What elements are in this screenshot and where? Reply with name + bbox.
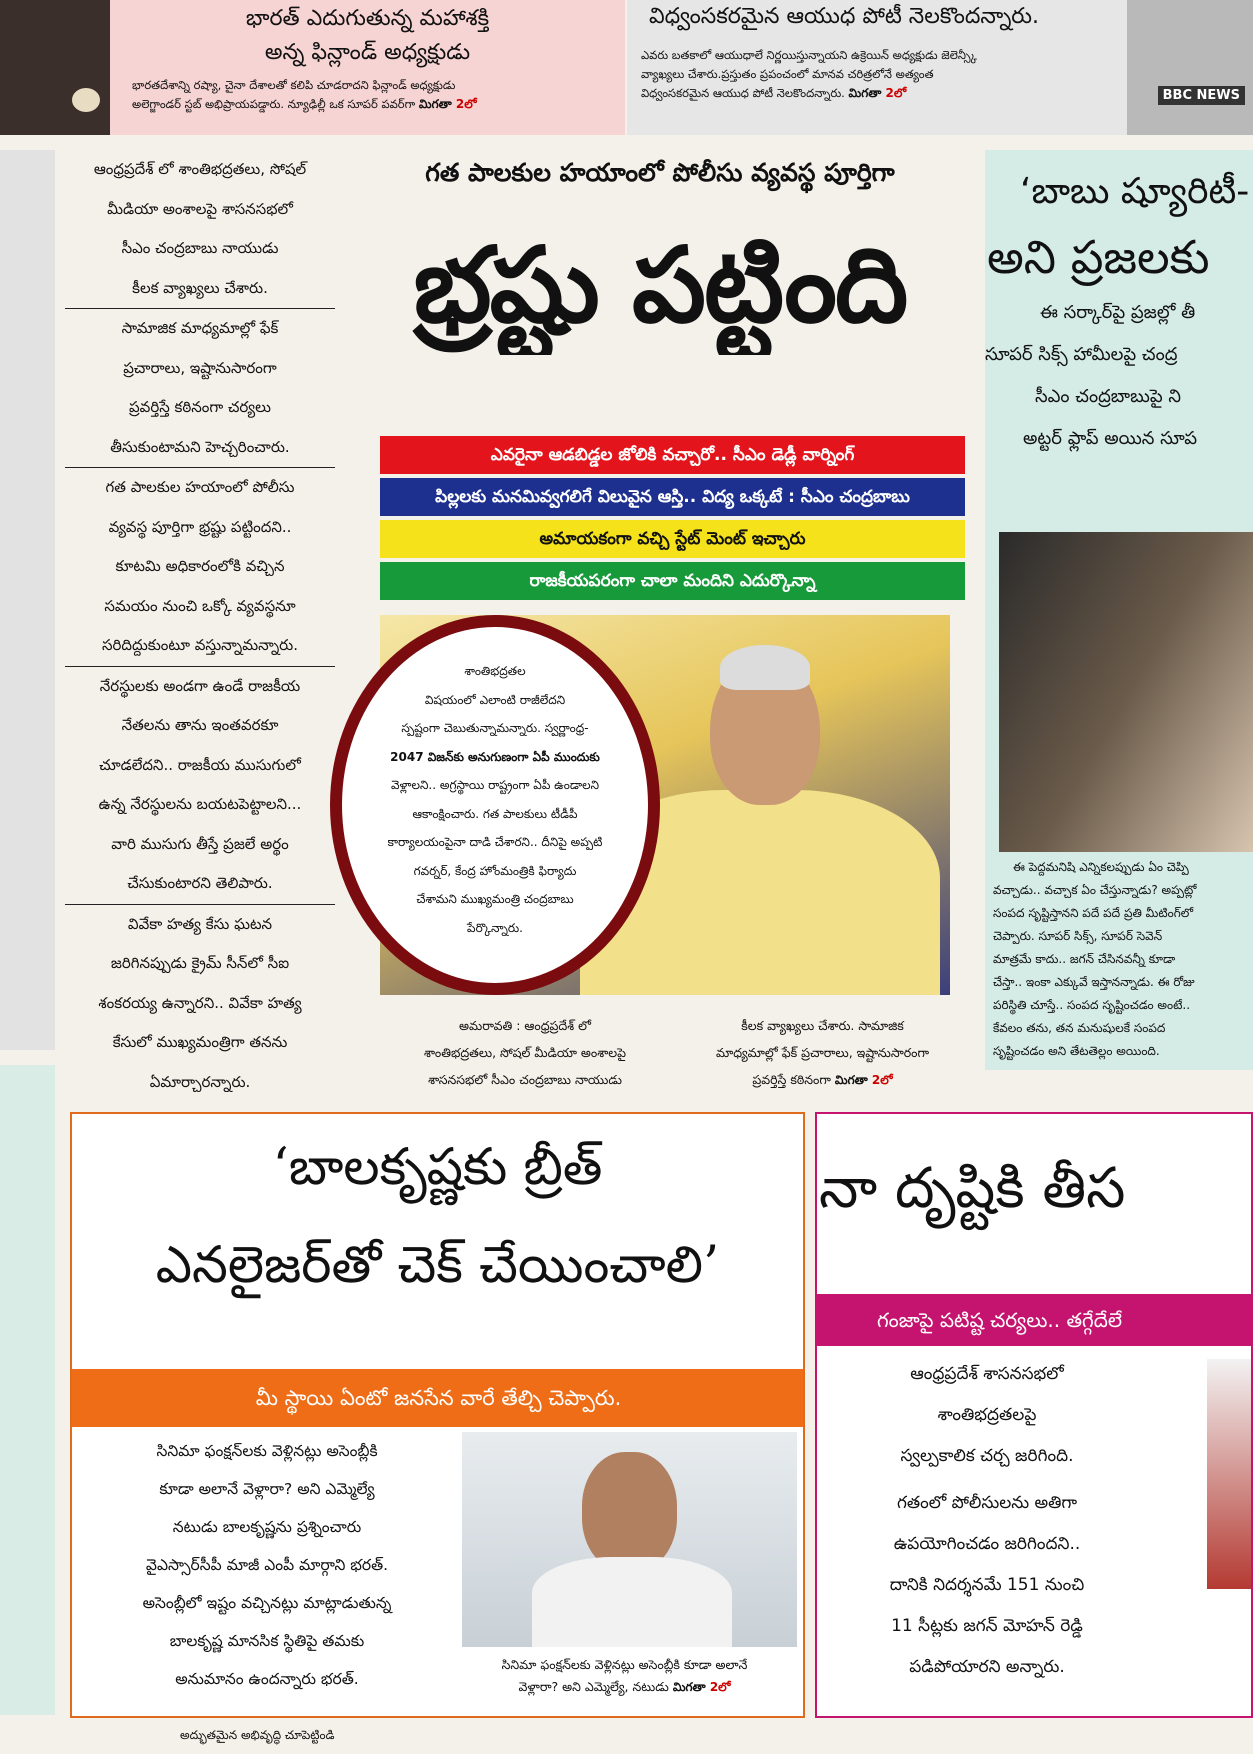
left-edge-story-2 — [0, 1065, 55, 1715]
quote-line: 2047 విజన్‌కు అనుగుణంగా ఏపీ ముందుకు — [390, 749, 600, 764]
balakrishna-headline-2: ఎనలైజర్‌తో చెక్ చేయించాలి’ — [155, 1236, 720, 1295]
quote-line: శాంతిభద్రతల — [464, 664, 526, 678]
top-left-photo — [0, 0, 110, 135]
balakrishna-line: బాలకృష్ణ మానసిక స్థితిపై తమకు — [169, 1632, 365, 1650]
left-column-line: సీఎం చంద్రబాబు నాయుడు — [121, 239, 279, 257]
bottom-strip — [0, 1725, 1253, 1754]
drishti-line: గతంలో పోలీసులను అతిగా — [896, 1493, 1078, 1513]
drishti-headline: నా దృష్టికి తీస — [819, 1156, 1126, 1221]
story-finland-headline-2: అన్న ఫిన్లాండ్ అధ్యక్షుడు — [264, 40, 471, 65]
left-column-line: వివేకా హత్య కేసు ఘటన — [127, 914, 273, 933]
story-finland-body-1: భారతదేశాన్ని రష్యా, చైనా దేశాలతో కలిపి చూడరాదని ఫిన్లాండ్ అధ్యక్షుడు — [132, 78, 456, 92]
left-column-line: జరిగినప్పుడు క్రైమ్ సీన్‌లో సీఐ — [110, 954, 290, 972]
quote-circle — [330, 615, 660, 995]
lead-bar-1: ఎవరైనా ఆడబిడ్డల జోలికి వచ్చారో.. సీఎం డెడ్లీ వార్నింగ్ — [380, 436, 965, 474]
balakrishna-headline-1: ‘బాలకృష్ణకు బ్రీత్ — [272, 1138, 603, 1197]
balakrishna-more[interactable]: మిగతా 2లో — [672, 1680, 731, 1694]
drishti-line: శాంతిభద్రతలపై — [937, 1405, 1037, 1425]
story-zelensky-body-3: విధ్వంసకరమైన ఆయుధ పోటీ నెలకొందన్నారు. — [641, 86, 845, 100]
left-column-line: చూడలేదని.. రాజకీయ ముసుగులో — [99, 755, 301, 774]
balakrishna-subhead-bar: మీ స్థాయి ఏంటో జనసేన వారే తేల్చి చెప్పారు. — [72, 1369, 805, 1427]
bbc-news-badge: BBC NEWS — [1158, 86, 1245, 105]
balakrishna-story — [70, 1112, 805, 1718]
quote-line: పేర్కొన్నారు. — [467, 920, 523, 935]
drishti-subhead-bar: గంజాపై పటిష్ట చర్యలు.. తగ్గేదేలే — [817, 1294, 1253, 1346]
right-story-body-line: చెప్పారు. సూపర్ సిక్స్, సూపర్ సెవెన్ — [993, 929, 1163, 943]
left-edge-story — [0, 150, 55, 1050]
lead-bar-3: అమాయకంగా వచ్చి స్టేట్ మెంట్ ఇచ్చారు — [380, 520, 965, 558]
right-story-line: అట్టర్ ఫ్లాప్ అయిన సూప — [1023, 428, 1198, 449]
story-finland-more[interactable]: మిగతా 2లో — [418, 97, 477, 111]
quote-line: ఆకాంక్షించారు. గత పాలకులు టీడీపీ — [412, 806, 578, 821]
left-column-line: నేరస్థులకు అండగా ఉండే రాజకీయ — [99, 676, 301, 695]
left-column-line: ఏమార్చారన్నారు. — [65, 1063, 335, 1101]
drishti-line: ఉపయోగించడం జరిగిందని.. — [893, 1534, 1081, 1554]
right-story-photo — [999, 532, 1253, 852]
quote-line: గవర్నర్, కేంద్ర హోంమంత్రికి ఫిర్యాదు — [413, 863, 577, 878]
right-story-body-line: చేస్తా.. ఇంకా ఎక్కువే ఇస్తానన్నాడు. ఈ రోజు — [993, 975, 1195, 989]
right-story-headline-2: అని ప్రజలకు — [987, 230, 1210, 284]
lead-more[interactable]: మిగతా 2లో — [834, 1073, 893, 1087]
lamp-image — [72, 88, 100, 112]
drishti-story — [815, 1112, 1253, 1718]
quote-line: వెళ్లాలని.. అగ్రస్థాయి రాష్ట్రంగా ఏపీ ఉండాలని — [390, 778, 600, 792]
left-column-line: తీసుకుంటామని హెచ్చరించారు. — [65, 428, 335, 469]
balakrishna-caption: సినిమా ఫంక్షన్‌లకు వెళ్లినట్లు అసెంబ్లీకి కూడా అలానే వెళ్లారా? అని ఎమ్మెల్యే, నటుడు మిగతా 2లో — [501, 1657, 748, 1694]
story-zelensky — [627, 0, 1127, 135]
story-finland — [110, 0, 625, 135]
right-story-body-line: మాత్రమే కాదు.. జగన్ చేసినవన్నీ కూడా — [993, 952, 1176, 966]
left-column-line: సామాజిక మాధ్యమాల్లో ఫేక్ — [121, 319, 279, 337]
quote-line: విషయంలో ఎలాంటి రాజీలేదని — [424, 692, 566, 707]
drishti-line: 11 సీట్లకు జగన్ మోహన్ రెడ్డి — [891, 1616, 1083, 1636]
lead-bar-4: రాజకీయపరంగా చాలా మందిని ఎదుర్కొన్నా — [380, 562, 965, 600]
balakrishna-line: సినిమా ఫంక్షన్‌లకు వెళ్లినట్లు అసెంబ్లీకి — [156, 1442, 378, 1460]
right-story — [985, 150, 1253, 1070]
balakrishna-line: అనుమానం ఉందన్నారు భరత్. — [175, 1670, 359, 1688]
drishti-line: ఆంధ్రప్రదేశ్ శాసనసభలో — [910, 1364, 1064, 1384]
lead-headline: భ్రష్టు పట్టింది — [413, 224, 907, 346]
cm-hair-shape — [720, 645, 810, 690]
left-column-line: వ్యవస్థ పూర్తిగా భ్రష్టు పట్టిందని.. — [108, 517, 292, 536]
right-story-line: సీఎం చంద్రబాబుపై ని — [1035, 386, 1181, 407]
right-story-headline-1: ‘బాబు ష్యూరిటీ- — [1020, 171, 1250, 212]
drishti-line: స్వల్పకాలిక చర్చ జరిగింది. — [900, 1446, 1074, 1466]
left-column-line: చేసుకుంటారని తెలిపారు. — [65, 864, 335, 905]
left-column-line: ఆంధ్రప్రదేశ్ లో శాంతిభద్రతలు, సోషల్ — [93, 160, 307, 178]
left-column-line: మీడియా అంశాలపై శాసనసభలో — [107, 199, 293, 218]
right-story-body-line: కేవలం తను, తన మనుషులకే సంపద — [993, 1021, 1166, 1035]
right-story-body-line: వచ్చాడు.. వచ్చాక ఏం చేస్తున్నాడు? అప్పట్లో — [993, 883, 1197, 897]
right-story-line: సూపర్ సిక్స్ హామీలపై చంద్ర — [985, 344, 1178, 365]
left-column-line: కీలక వ్యాఖ్యలు చేశారు. — [65, 269, 335, 310]
drishti-photo — [1207, 1359, 1253, 1589]
right-story-line: ఈ సర్కార్‌పై ప్రజల్లో తీ — [1040, 302, 1196, 323]
bbc-photo — [1127, 0, 1253, 135]
lead-bar-2: పిల్లలకు మనమివ్వగలిగే విలువైన ఆస్తి.. విద్య ఒక్కటే : సీఎం చంద్రబాబు — [380, 478, 965, 516]
left-column-line: నేతలను తాను ఇంతవరకూ — [121, 716, 279, 734]
left-column-line: వారి ముసుగు తీస్తే ప్రజలే అర్థం — [111, 834, 289, 853]
left-column-line: కూటమి అధికారంలోకి వచ్చిన — [115, 557, 285, 575]
story-zelensky-body-1: ఎవరు బతకాలో ఆయుధాలే నిర్ణయిస్తున్నాయని ఉక్రెయిన్ అధ్యక్షుడు జెలెన్స్కీ — [641, 48, 977, 62]
right-story-body-line: ఈ పెద్దమనిషి ఎన్నికలప్పుడు ఏం చెప్పి — [1013, 860, 1189, 874]
balakrishna-line: అసెంబ్లీలో ఇష్టం వచ్చినట్లు మాట్లాడుతున్న — [142, 1594, 392, 1612]
left-column-line: కేసులో ముఖ్యమంత్రిగా తనను — [112, 1033, 288, 1051]
left-column-story — [65, 150, 335, 1100]
left-column-line: ఉన్న నేరస్థులను బయటపెట్టాలని... — [98, 795, 302, 813]
bharat-photo — [462, 1432, 797, 1647]
right-story-body-line: సృష్టించడం అని తేటతెల్లం అయింది. — [993, 1044, 1160, 1058]
story-zelensky-headline: విధ్వంసకరమైన ఆయుధ పోటీ నెలకొందన్నారు. — [649, 4, 1039, 29]
left-column-line: సరిదిద్దుకుంటూ వస్తున్నామన్నారు. — [65, 626, 335, 667]
quote-line: కార్యాలయంపైనా దాడి చేశారని.. దీనిపై అప్పటి — [387, 835, 603, 849]
right-story-body-line: సంపద సృష్టిస్తానని పదే పదే ప్రతి మీటింగ్‌లో — [993, 906, 1194, 920]
story-finland-headline-1: భారత్ ఎదుగుతున్న మహాశక్తి — [245, 6, 490, 31]
balakrishna-line: నటుడు బాలకృష్ణను ప్రశ్నించారు — [172, 1518, 362, 1536]
lead-caption-left: అమరావతి : ఆంధ్రప్రదేశ్ లో శాంతిభద్రతలు, సోషల్ మీడియా అంశాలపై శాసనసభలో సీఎం చంద్రబాబు నాయుడు — [423, 1018, 627, 1087]
story-zelensky-more[interactable]: మిగతా 2లో — [848, 86, 907, 100]
left-column-line: శంకరయ్య ఉన్నారని.. వివేకా హత్య — [98, 993, 302, 1012]
lead-caption-right: కీలక వ్యాఖ్యలు చేశారు. సామాజిక మాధ్యమాల్లో ఫేక్ ప్రచారాలు, ఇష్టానుసారంగా ప్రవర్తిస్తే కఠినంగా మిగతా 2లో — [715, 1018, 930, 1087]
lead-kicker: గత పాలకుల హయాంలో పోలీసు వ్యవస్థ పూర్తిగా — [425, 158, 895, 187]
story-finland-body-2: అలెగ్జాండర్ స్టబ్ అభిప్రాయపడ్డారు. న్యూఢిల్లీ ఒక సూపర్ పవర్‌గా — [132, 97, 416, 111]
drishti-line: పడిపోయారని అన్నారు. — [909, 1657, 1065, 1677]
left-column-line: ప్రవర్తిస్తే కఠినంగా చర్యలు — [129, 398, 271, 416]
drishti-line: దానికి నిదర్శనమే 151 నుంచి — [889, 1575, 1085, 1595]
balakrishna-line: కూడా అలానే వెళ్లారా? అని ఎమ్మెల్యే — [159, 1480, 375, 1498]
left-column-line: ప్రచారాలు, ఇష్టానుసారంగా — [123, 358, 277, 377]
story-zelensky-body-2: వ్యాఖ్యలు చేశారు.ప్రస్తుతం ప్రపంచంలో మానవ చరిత్రలోనే అత్యంత — [641, 67, 934, 81]
quote-line: స్పష్టంగా చెబుతున్నామన్నారు. స్వర్ణాంధ్ర- — [401, 721, 589, 735]
balakrishna-line: వైఎస్సార్‌సీపీ మాజీ ఎంపీ మార్గాని భరత్. — [145, 1556, 389, 1574]
bottom-teaser: అద్భుతమైన అభివృద్ధి చూపెట్టిండి — [180, 1728, 335, 1742]
right-story-body-line: పరిస్థితి చూస్తే.. సంపద సృష్టించడం అంటే.. — [993, 998, 1191, 1012]
left-column-line: సమయం నుంచి ఒక్కో వ్యవస్థనూ — [104, 596, 296, 615]
left-column-line: గత పాలకుల హయాంలో పోలీసు — [105, 478, 295, 496]
quote-line: చేశామని ముఖ్యమంత్రి చంద్రబాబు — [416, 892, 574, 906]
